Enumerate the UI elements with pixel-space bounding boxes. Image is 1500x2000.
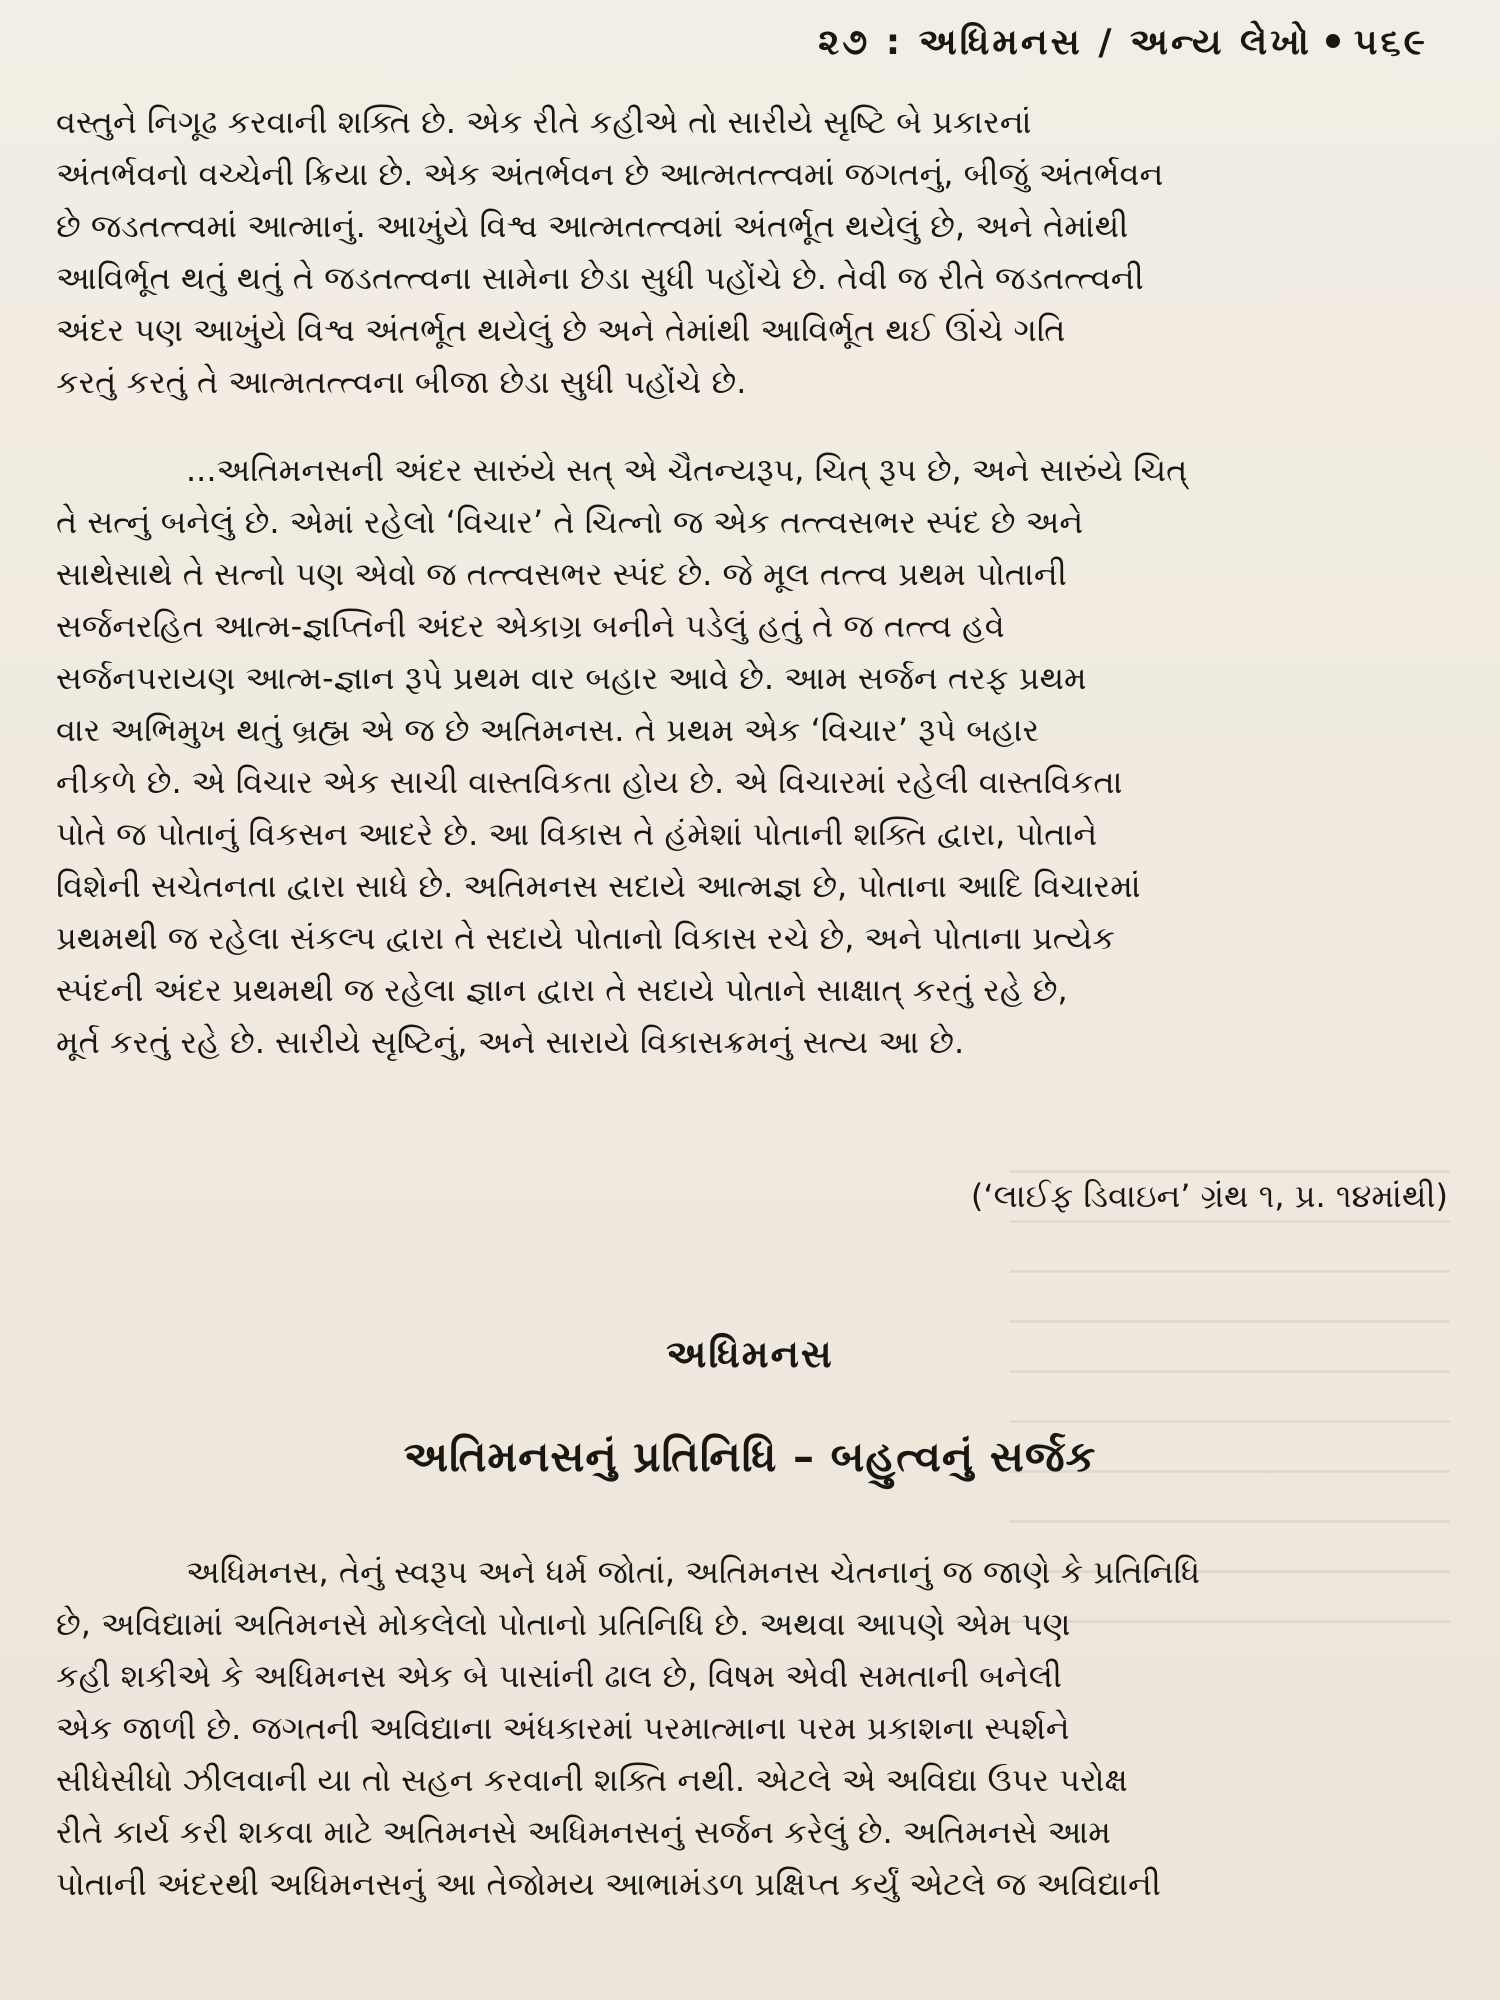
section-heading: અધિમનસ [666,1332,834,1376]
text-line: મૂર્ત કરતું રહે છે. સારીયે સૃષ્ટિનું, અને સારાયે વિકાસક્રમનું સત્ય આ છે. [56,1023,965,1061]
text-line: એક જાળી છે. જગતની અવિદ્યાના અંધકારમાં પરમાત્માના પરમ પ્રકાશના સ્પર્શને [56,1709,1070,1747]
text-line: વસ્તુને નિગૂઢ કરવાની શક્તિ છે. એક રીતે કહીએ તો સારીયે સૃષ્ટિ બે પ્રકારનાં [56,103,1032,141]
text-line: ...અતિમનસની અંદર સારુંયે સત્ એ ચૈતન્યરૂપ, ચિત્ રૂપ છે, અને સારુંયે ચિત્ [186,451,1188,489]
running-header [818,22,1428,64]
text-line: સાથેસાથે તે સત્નો પણ એવો જ તત્ત્વસભર સ્પંદ છે. જે મૂલ તત્ત્વ પ્રથમ પોતાની [56,555,1067,593]
header-title: ૨૭ : અધિમનસ / અન્ય લેખો [818,22,1312,63]
text-line: સર્જનરહિત આત્મ-જ્ઞપ્તિની અંદર એકાગ્ર બનીને પડેલું હતું તે જ તત્ત્વ હવે [56,607,1005,645]
paragraph-1 [56,96,1448,408]
paragraph-2 [56,444,1448,1068]
text-line: કહી શકીએ કે અધિમનસ એક બે પાસાંની ઢાલ છે, વિષમ એવી સમતાની બનેલી [56,1657,1063,1695]
text-line: સીધેસીધો ઝીલવાની યા તો સહન કરવાની શક્તિ નથી. એટલે એ અવિદ્યા ઉપર પરોક્ષ [56,1761,1128,1799]
text-line: તે સત્નું બનેલું છે. એમાં રહેલો ‘વિચાર’ તે ચિત્નો જ એક તત્ત્વસભર સ્પંદ છે અને [56,503,1084,541]
text-line: છે, અવિદ્યામાં અતિમનસે મોકલેલો પોતાનો પ્રતિનિધિ છે. અથવા આપણે એમ પણ [56,1605,1071,1643]
text-line: પોતે જ પોતાનું વિકસન આદરે છે. આ વિકાસ તે હંમેશાં પોતાની શક્તિ દ્વારા, પોતાને [56,815,1098,853]
text-line: વિશેની સચેતનતા દ્વારા સાધે છે. અતિમનસ સદાયે આત્મજ્ઞ છે, પોતાના આદિ વિચારમાં [56,867,1141,905]
text-line: અધિમનસ, તેનું સ્વરૂપ અને ધર્મ જોતાં, અતિમનસ ચેતનાનું જ જાણે કે પ્રતિનિધિ [186,1553,1201,1591]
text-line: આવિર્ભૂત થતું થતું તે જડતત્ત્વના સામેના છેડા સુધી પહોંચે છે. તેવી જ રીતે જડતત્ત્વની [56,259,1144,297]
text-line: નીકળે છે. એ વિચાર એક સાચી વાસ્તવિકતા હોય છે. એ વિચારમાં રહેલી વાસ્તવિકતા [56,763,1123,801]
text-line: સ્પંદની અંદર પ્રથમથી જ રહેલા જ્ઞાન દ્વારા તે સદાયે પોતાને સાક્ષાત્ કરતું રહે છે, [56,971,1068,1009]
text-line: પ્રથમથી જ રહેલા સંકલ્પ દ્વારા તે સદાયે પોતાનો વિકાસ રચે છે, અને પોતાના પ્રત્યેક [56,919,1115,957]
paragraph-3 [56,1546,1448,1910]
text-line: કરતું કરતું તે આત્મતત્ત્વના બીજા છેડા સુધી પહોંચે છે. [56,363,747,401]
section-subheading: અતિમનસનું પ્રતિનિધિ – બહુત્વનું સર્જક [403,1432,1097,1481]
text-line: અંતર્ભવનો વચ્ચેની ક્રિયા છે. એક અંતર્ભવન છે આત્મતત્ત્વમાં જગતનું, બીજું અંતર્ભવન [56,155,1164,193]
text-line: અંદર પણ આખુંયે વિશ્વ અંતર્ભૂત થયેલું છે અને તેમાંથી આવિર્ભૂત થઈ ઊંચે ગતિ [56,311,1066,349]
source-citation: (‘લાઈફ ડિવાઇન’ ગ્રંથ ૧, પ્ર. ૧૪માંથી) [970,1177,1448,1215]
text-line: પોતાની અંદરથી અધિમનસનું આ તેજોમય આભામંડળ પ્રક્ષિપ્ત કર્યું એટલે જ અવિદ્યાની [56,1865,1161,1903]
page-number: ૫૬૯ [1353,22,1428,63]
text-line: વાર અભિમુખ થતું બ્રહ્મ એ જ છે અતિમનસ. તે પ્રથમ એક ‘વિચાર’ રૂપે બહાર [56,711,1040,749]
text-line: રીતે કાર્ય કરી શકવા માટે અતિમનસે અધિમનસનું સર્જન કરેલું છે. અતિમનસે આમ [56,1813,1111,1851]
text-line: છે જડતત્ત્વમાં આત્માનું. આખુંયે વિશ્વ આત્મતત્ત્વમાં અંતર્ભૂત થયેલું છે, અને તેમાંથી [56,207,1129,245]
bullet-dot-icon [1326,34,1340,48]
text-line: સર્જનપરાયણ આત્મ-જ્ઞાન રૂપે પ્રથમ વાર બહાર આવે છે. આમ સર્જન તરફ પ્રથમ [56,659,1087,697]
